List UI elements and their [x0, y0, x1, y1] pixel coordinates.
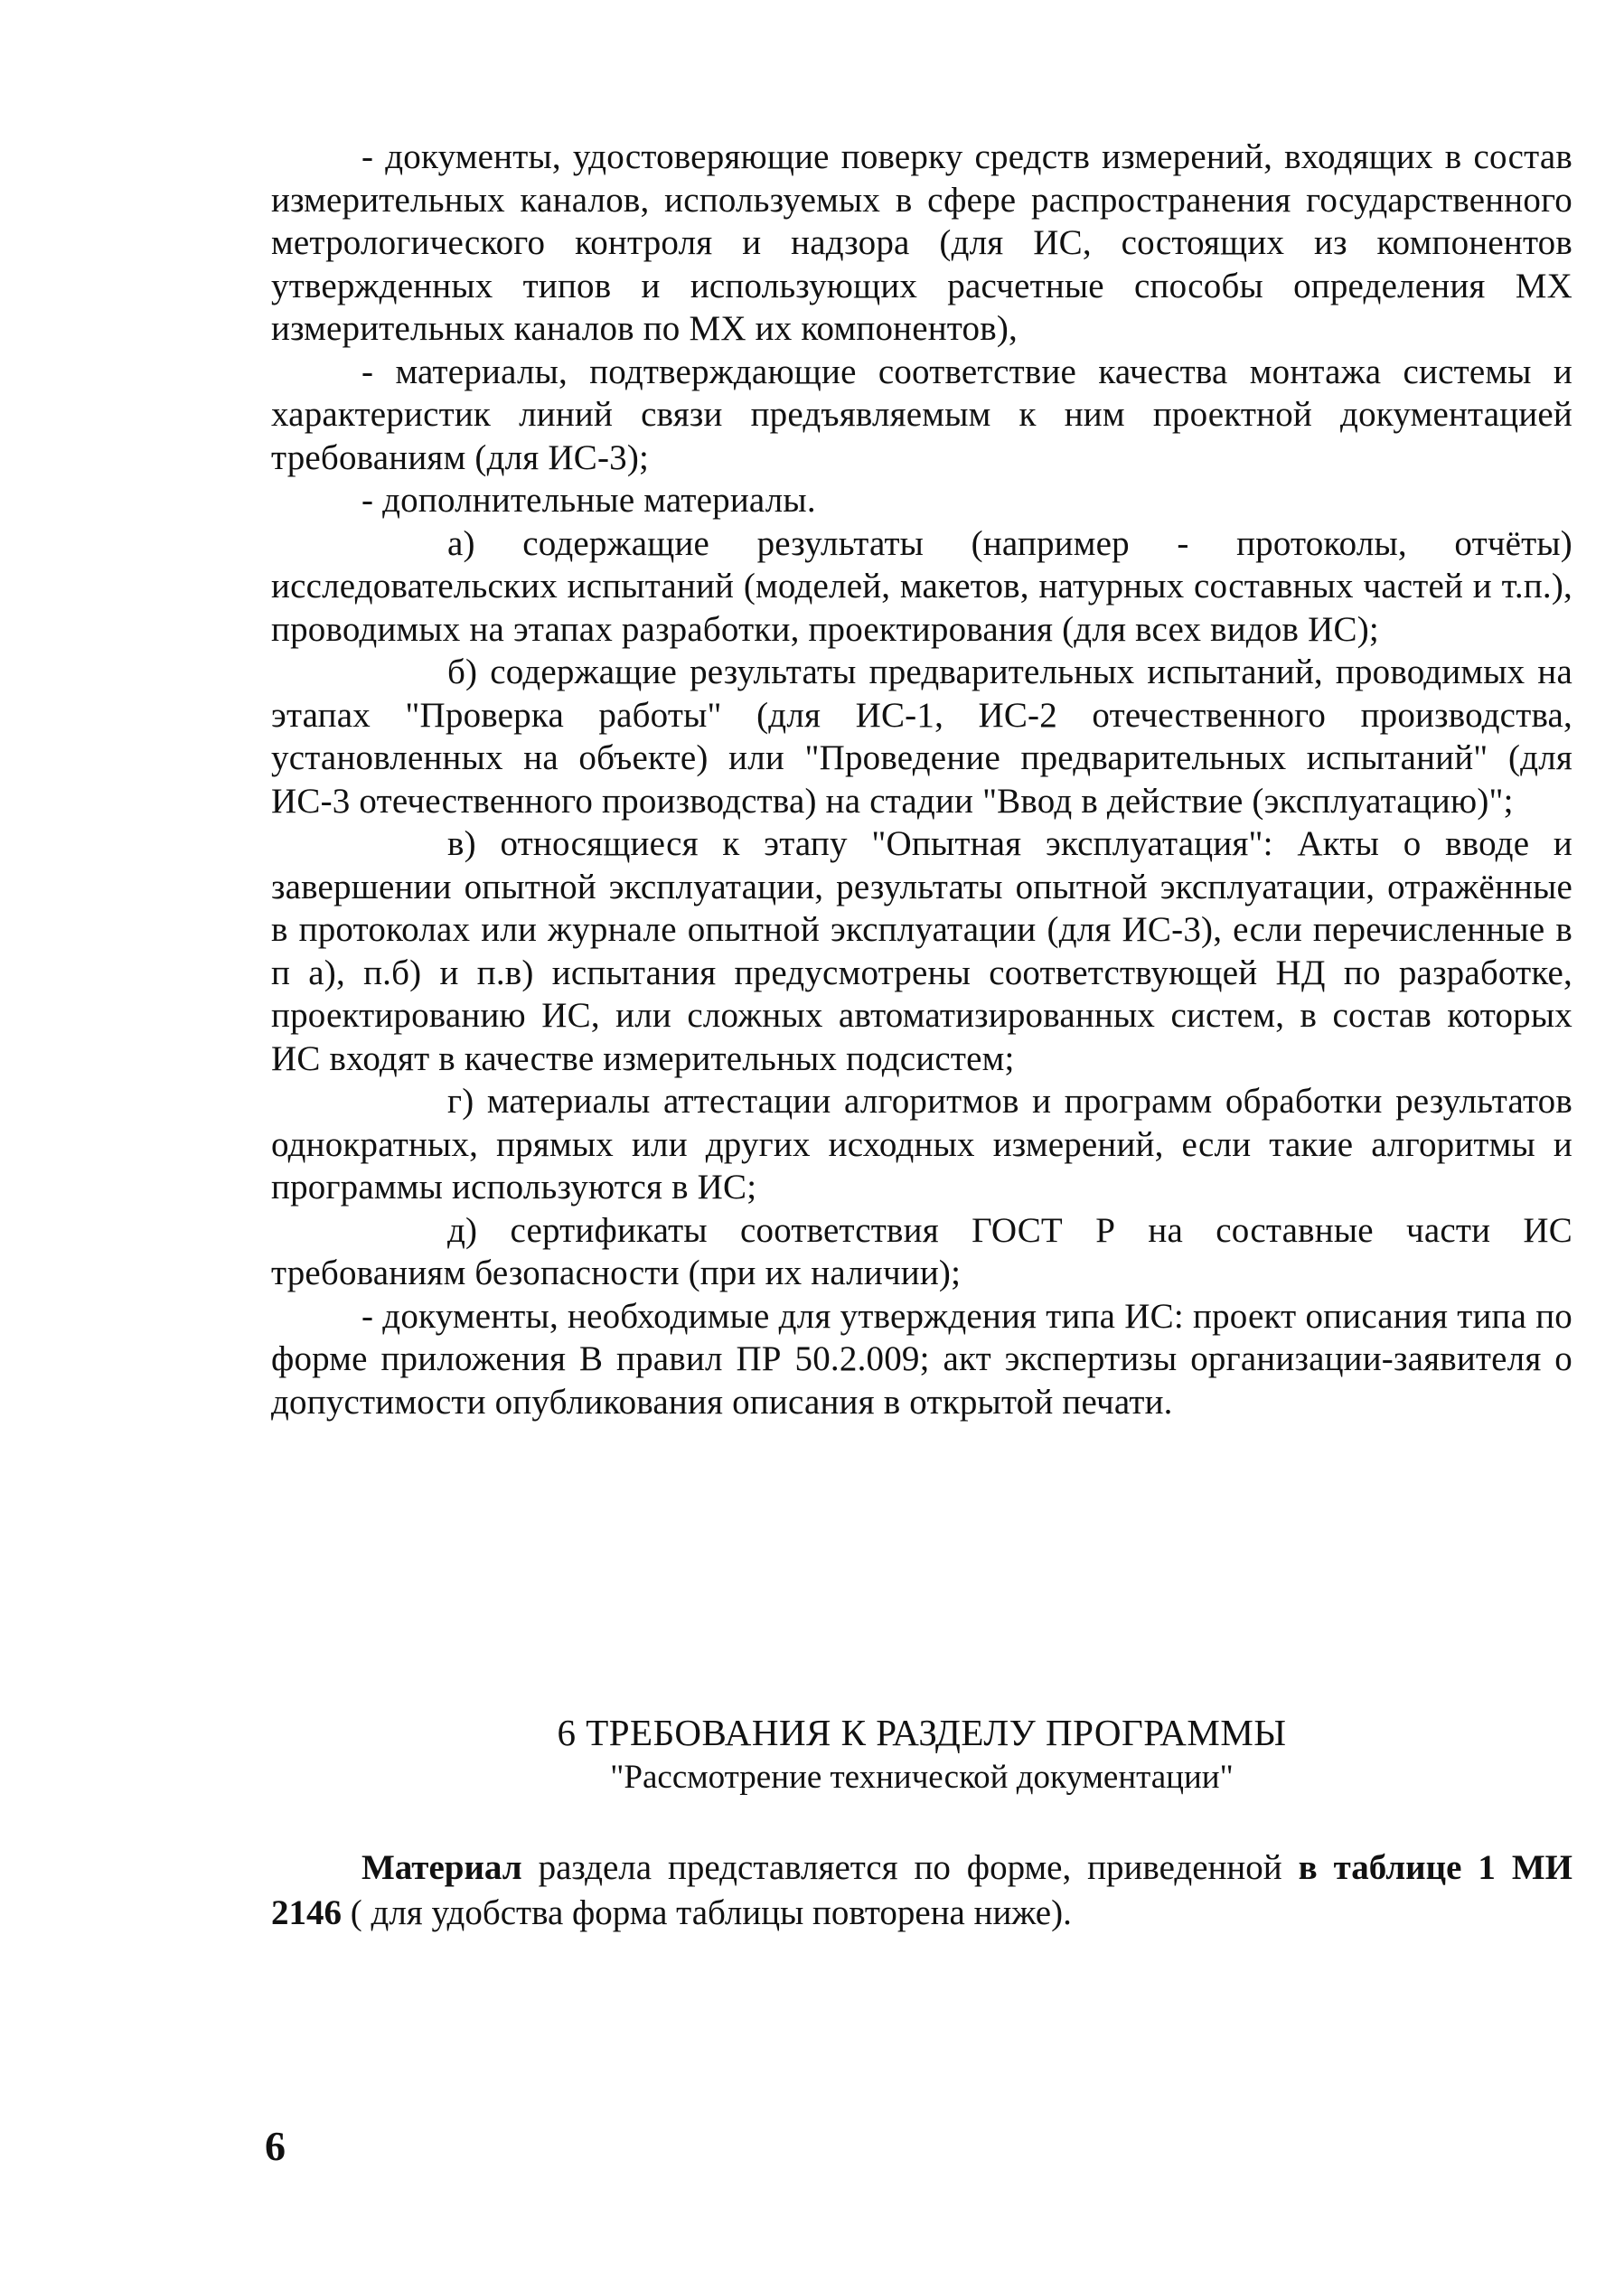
- intro-text: раздела представляется по форме, приведенной: [521, 1848, 1299, 1887]
- list-item-verification-documents: - документы, удостоверяющие поверку средств измерений, входящих в состав измерительных каналов, используемых в сфере распространения государственного метрологического контроля и надзора (для ИС, состоящих из компонентов утвержденных типов и использующих расчетные способы определения МХ измерительных каналов по МХ их компонентов),: [271, 137, 1572, 348]
- intro-text-end: ( для удобства форма таблицы повторена ниже).: [342, 1893, 1072, 1932]
- sub-item-g: г) материалы аттестации алгоритмов и программ обработки результатов однократных, прямых или других исходных измерений, если такие алгоритмы и программы используются в ИС;: [271, 1082, 1572, 1207]
- sub-item-v: в) относящиеся к этапу "Опытная эксплуатация": Акты о вводе и завершении опытной эксплуатации, результаты опытной эксплуатации, отражённые в протоколах или журнале опытной эксплуатации (для ИС-3), если перечисленные в п а), п.б) и п.в) испытания предусмотрены соответствующей НД по разработке, проектированию ИС, или сложных автоматизированных систем, в состав которых ИС входят в качестве измерительных подсистем;: [271, 824, 1572, 1078]
- sub-item-d: д) сертификаты соответствия ГОСТ Р на составные части ИС требованиям безопасности (при их наличии);: [271, 1210, 1572, 1292]
- sub-item-a: а) содержащие результаты (например - протоколы, отчёты) исследовательских испытаний (моделей, макетов, натурных составных частей и т.п.), проводимых на этапах разработки, проектирования (для всех видов ИС);: [271, 523, 1572, 649]
- sub-item-b: б) содержащие результаты предварительных испытаний, проводимых на этапах "Проверка работы" (для ИС-1, ИС-2 отечественного производства, установленных на объекте) или "Проведение предварительных испытаний" (для ИС-3 отечественного производства) на стадии "Ввод в действие (эксплуатацию)";: [271, 653, 1572, 821]
- section-title: 6 ТРЕБОВАНИЯ К РАЗДЕЛУ ПРОГРАММЫ: [557, 1712, 1287, 1753]
- requirements-list: [271, 136, 1572, 1423]
- section-intro-paragraph: [271, 1845, 1572, 1936]
- list-item-installation-materials: - материалы, подтверждающие соответствие качества монтажа системы и характеристик линий связи предъявляемым к ним проектной документацией требованиям (для ИС-3);: [271, 352, 1572, 477]
- table-reference: в таблице 1 МИ 2146: [271, 1848, 1572, 1932]
- list-item-additional-materials: - дополнительные материалы.: [361, 481, 816, 520]
- section-subtitle: "Рассмотрение технической документации": [610, 1759, 1234, 1796]
- page-number: 6: [265, 2123, 286, 2169]
- intro-lead-word: Материал: [361, 1848, 522, 1887]
- list-item-type-approval-documents: - документы, необходимые для утверждения типа ИС: проект описания типа по форме приложения В правил ПР 50.2.009; акт экспертизы организации-заявителя о допустимости опубликования описания в открытой печати.: [271, 1296, 1572, 1422]
